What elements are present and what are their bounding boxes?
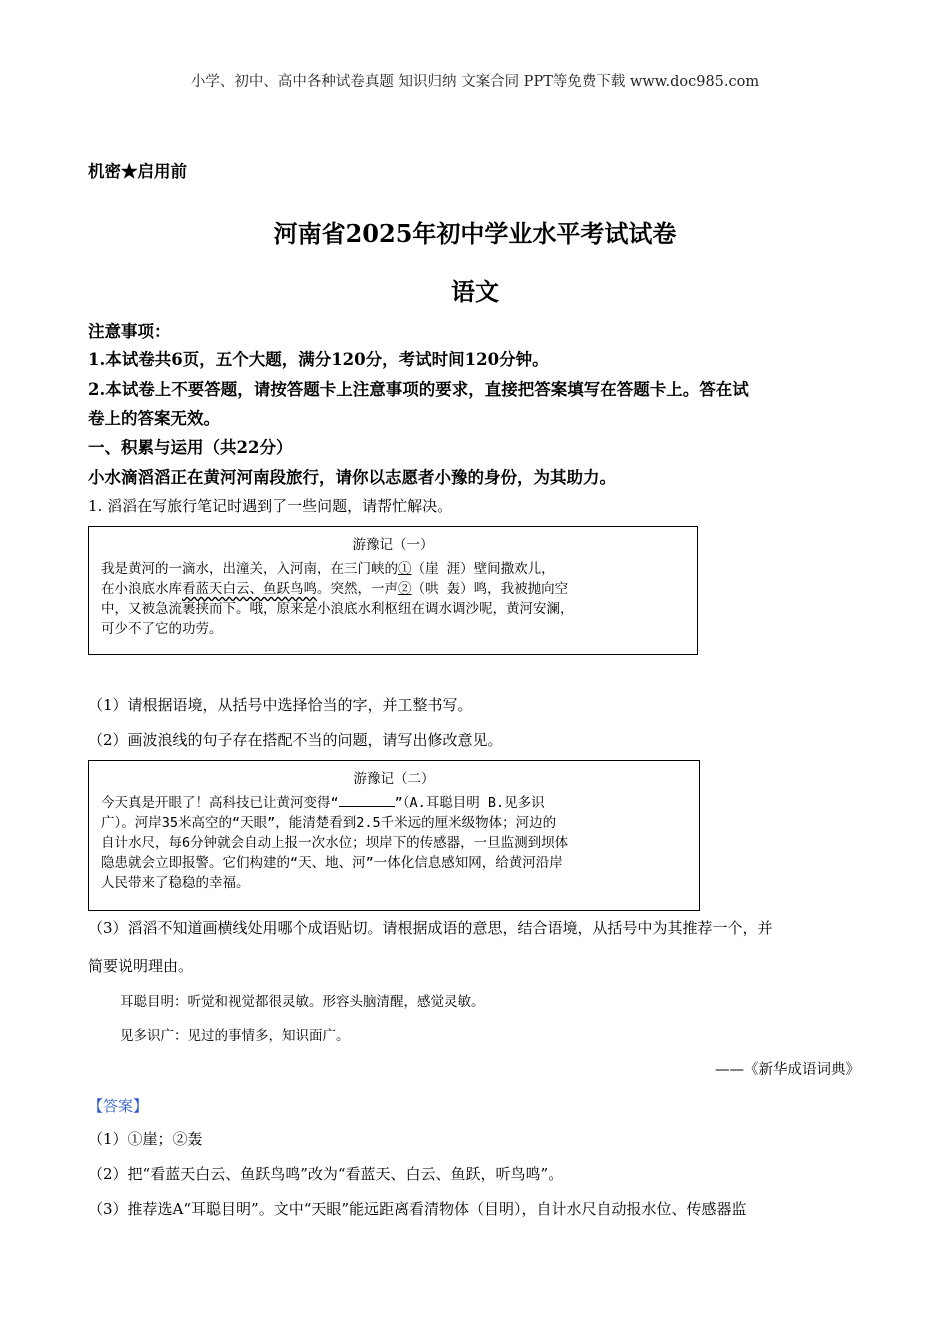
- travel-note-1-title: 游豫记（一）: [352, 537, 434, 553]
- wavy-underlined-sentence: 看蓝天白云、鱼跃鸟鸣: [182, 581, 317, 597]
- question-1-stem: 1. 滔滔在写旅行笔记时遇到了一些问题，请帮忙解决。: [88, 497, 453, 515]
- section-1-heading: 一、积累与运用（共22分）: [88, 438, 293, 457]
- idiom-definition-1: 耳聪目明：听觉和视觉都很灵敏。形容头脑清醒，感觉灵敏。: [120, 994, 485, 1010]
- travel-note-2-line: 今天真是开眼了！高科技已让黄河变得“ ”（A.耳聪目明 B.见多识: [101, 795, 545, 811]
- subject-title: 语文: [451, 277, 499, 306]
- sub-question-3-line1: （3）滔滔不知道画横线处用哪个成语贴切。请根据成语的意思，结合语境，从括号中为其推荐一个，并: [88, 919, 773, 937]
- exam-title: 河南省2025年初中学业水平考试试卷: [273, 219, 677, 248]
- dictionary-source: ——《新华成语词典》: [715, 1062, 860, 1078]
- notice-item-2-line1: 2.本试卷上不要答题，请按答题卡上注意事项的要求，直接把答案填写在答题卡上。答在试: [88, 380, 749, 399]
- sub-question-2: （2）画波浪线的句子存在搭配不当的问题，请写出修改意见。: [88, 731, 503, 749]
- travel-note-2-line: 人民带来了稳稳的幸福。: [101, 875, 250, 891]
- answer-tag: 【答案】: [88, 1097, 149, 1115]
- page-header: 小学、初中、高中各种试卷真题 知识归纳 文案合同 PPT等免费下载 www.doc985.com: [190, 74, 760, 90]
- travel-note-2-line: 广）。河岸35米高空的“天眼”，能清楚看到2.5千米远的厘米级物体；河边的: [101, 815, 557, 831]
- travel-note-2-line: 隐患就会立即报警。它们构建的“天、地、河”一体化信息感知网，给黄河沿岸: [101, 855, 563, 871]
- sub-question-1: （1）请根据语境，从括号中选择恰当的字，并工整书写。: [88, 696, 473, 714]
- blank-marker-2: ②: [398, 581, 412, 597]
- fill-in-blank: [339, 794, 395, 807]
- blank-marker-1: ①: [398, 561, 412, 577]
- answer-1: （1）①崖；②轰: [88, 1130, 203, 1148]
- answer-3: （3）推荐选A“耳聪目明”。文中“天眼”能远距离看清物体（目明），自计水尺自动报水位、传感器监: [88, 1200, 747, 1218]
- notice-item-1: 1.本试卷共6页，五个大题，满分120分，考试时间120分钟。: [88, 350, 549, 369]
- answer-2: （2）把“看蓝天白云、鱼跃鸟鸣”改为“看蓝天、白云、鱼跃，听鸟鸣”。: [88, 1165, 564, 1183]
- travel-note-1-line: 中，又被急流裹挟而下。哦，原来是小浪底水利枢纽在调水调沙呢，黄河安澜，: [101, 601, 574, 617]
- sub-question-3-line2: 简要说明理由。: [88, 957, 194, 975]
- notice-heading: 注意事项：: [88, 322, 171, 341]
- travel-note-box-1: [88, 526, 698, 655]
- travel-note-1-line: 在小浪底水库看蓝天白云、鱼跃鸟鸣。突然，一声②（哄 轰）鸣，我被抛向空: [101, 581, 569, 597]
- travel-note-box-2: [88, 760, 700, 911]
- section-1-intro: 小水滴滔滔正在黄河河南段旅行，请你以志愿者小豫的身份，为其助力。: [88, 468, 616, 487]
- travel-note-2-title: 游豫记（二）: [353, 771, 435, 787]
- idiom-definition-2: 见多识广：见过的事情多，知识面广。: [120, 1028, 350, 1044]
- confidential-label: 机密★启用前: [88, 162, 187, 181]
- travel-note-2-line: 自计水尺，每6分钟就会自动上报一次水位；坝岸下的传感器，一旦监测到坝体: [101, 835, 569, 851]
- notice-item-2-line2: 卷上的答案无效。: [88, 409, 220, 428]
- travel-note-1-line: 可少不了它的功劳。: [101, 621, 223, 637]
- travel-note-1-line: 我是黄河的一滴水，出潼关，入河南，在三门峡的①（崖 涯）壁间撒欢儿，: [101, 561, 555, 577]
